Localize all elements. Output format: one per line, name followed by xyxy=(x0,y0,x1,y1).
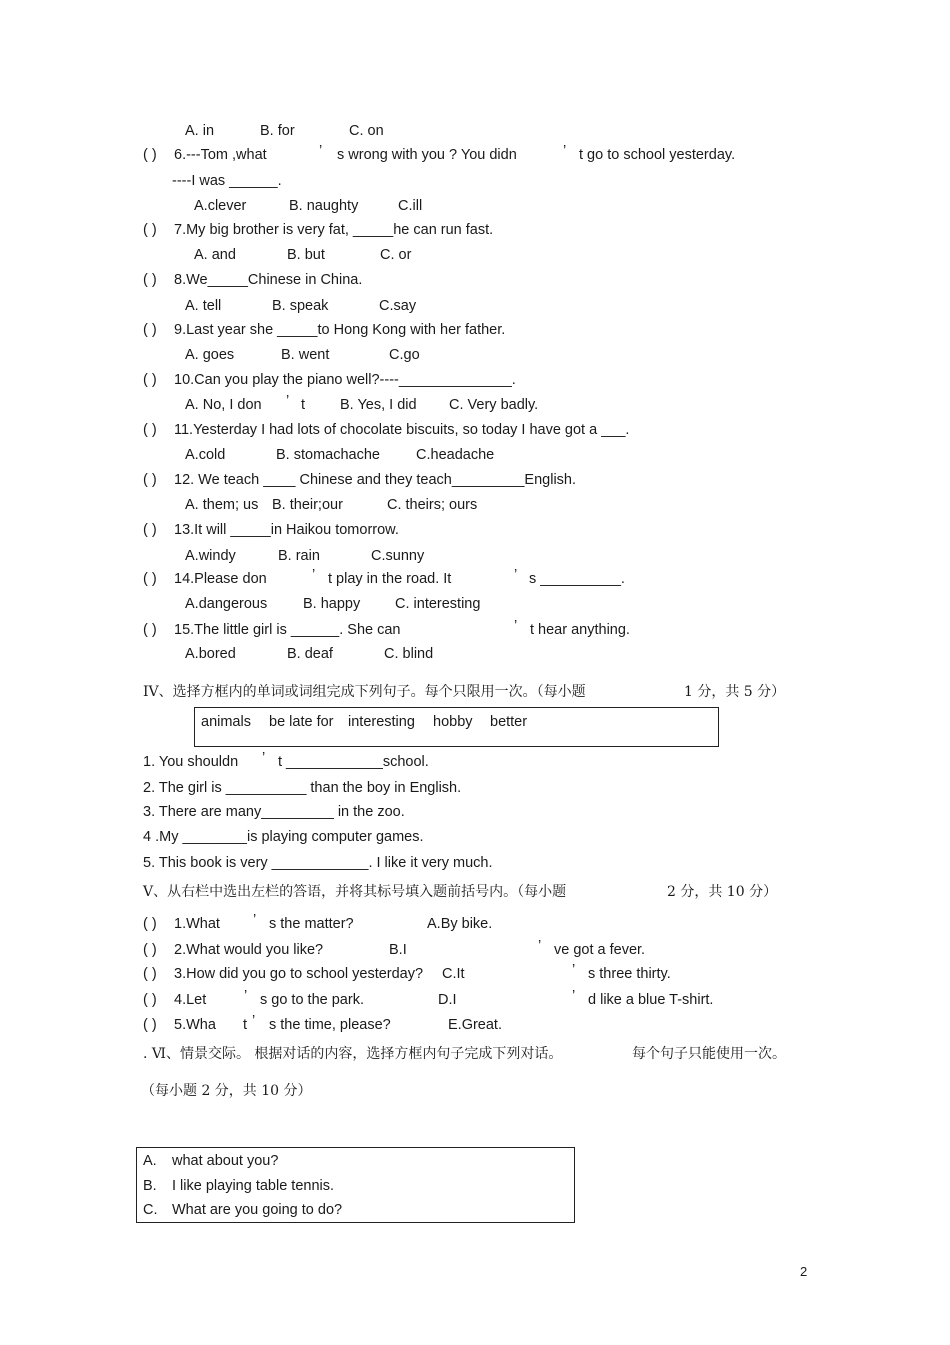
dialogue-option-text: I like playing table tennis. xyxy=(172,1178,335,1194)
dialogue-option-text: what about you? xyxy=(172,1153,279,1169)
match-right: C.It xyxy=(442,966,465,982)
q7-text: 7.My big brother is very fat, _____he can run fast. xyxy=(174,222,494,238)
dialogue-option-text: What are you going to do? xyxy=(172,1202,343,1218)
match-apos: ’ xyxy=(244,988,248,1004)
q9-option-c: C.go xyxy=(389,347,420,363)
q14-text-2: t play in the road. It xyxy=(328,571,452,587)
q11-option-c: C.headache xyxy=(416,447,495,463)
match-right: E.Great. xyxy=(448,1017,502,1033)
match-left: 5.Wha xyxy=(174,1017,216,1033)
q14-text-3: s __________. xyxy=(529,571,625,587)
section-4-sentence-1-apos: ’ xyxy=(262,750,266,766)
q13-paren: ( ) xyxy=(143,522,157,538)
q7-option-a: A. and xyxy=(194,247,236,263)
q9-text: 9.Last year she _____to Hong Kong with her father. xyxy=(174,322,506,338)
q10-option-a-end: t xyxy=(301,397,306,413)
match-left: 1.What xyxy=(174,916,220,932)
match-apos: ’ xyxy=(538,938,542,954)
q7-paren: ( ) xyxy=(143,222,157,238)
match-left: 2.What would you like? xyxy=(174,942,324,958)
dialogue-option-letter: B. xyxy=(143,1178,157,1194)
q5-option-a: A. in xyxy=(185,123,215,139)
q11-option-a: A.cold xyxy=(185,447,226,463)
q7-option-b: B. but xyxy=(287,247,325,263)
q6-option-a: A.clever xyxy=(194,198,247,214)
dialogue-option-letter: A. xyxy=(143,1153,157,1169)
section-5-heading: Ⅴ、从右栏中选出左栏的答语，并将其标号填入题前括号内。（每小题 xyxy=(143,884,567,900)
match-paren: ( ) xyxy=(143,1017,157,1033)
q6-text-1: 6.---Tom ,what xyxy=(174,147,267,163)
q15-option-c: C. blind xyxy=(384,646,434,662)
section-4-heading: IV、选择方框内的单词或词组完成下列句子。每个只限用一次。（每小题 xyxy=(143,684,586,700)
match-right: D.I xyxy=(438,992,457,1008)
match-left: 3.How did you go to school yesterday? xyxy=(174,966,424,982)
q7-option-c: C. or xyxy=(380,247,412,263)
q6-apos-2: ’ xyxy=(563,143,567,159)
match-apos: ’ xyxy=(252,1013,256,1029)
q15-option-b: B. deaf xyxy=(287,646,333,662)
page-number: 2 xyxy=(800,1264,808,1279)
q15-text-1: 15.The little girl is ______. She can xyxy=(174,622,401,638)
q6-text-3: t go to school yesterday. xyxy=(579,147,736,163)
q12-option-b: B. their;our xyxy=(272,497,343,513)
q13-option-b: B. rain xyxy=(278,548,320,564)
section-4-sentence-1: 1. You shouldn xyxy=(143,754,239,770)
word-bank-item: hobby xyxy=(433,714,473,730)
section-6-heading-right: 每个句子只能使用一次。 xyxy=(632,1046,786,1062)
q6-option-c: C.ill xyxy=(398,198,423,214)
word-bank-item: interesting xyxy=(348,714,415,730)
q11-option-b: B. stomachache xyxy=(276,447,380,463)
section-4-sentence-2: 2. The girl is __________ than the boy in English. xyxy=(143,780,462,796)
section-6-score: （每小题 2 分，共 10 分） xyxy=(141,1083,312,1099)
q10-paren: ( ) xyxy=(143,372,157,388)
section-4-sentence-5: 5. This book is very ____________. I like it very much. xyxy=(143,855,493,871)
q15-option-a: A.bored xyxy=(185,646,236,662)
section-5-score: 2 分，共 10 分） xyxy=(667,884,778,900)
match-right: A.By bike. xyxy=(427,916,493,932)
q12-option-a: A. them; us xyxy=(185,497,259,513)
q12-text: 12. We teach ____ Chinese and they teach_________English. xyxy=(174,472,577,488)
q14-option-b: B. happy xyxy=(303,596,361,612)
q10-option-a-apos: ’ xyxy=(286,393,290,409)
q9-option-b: B. went xyxy=(281,347,330,363)
q13-option-c: C.sunny xyxy=(371,548,425,564)
q6-line-2: ----I was ______. xyxy=(172,173,282,189)
q14-text-1: 14.Please don xyxy=(174,571,267,587)
q14-apos-1: ’ xyxy=(312,567,316,583)
match-apos: ’ xyxy=(572,988,576,1004)
q8-option-a: A. tell xyxy=(185,298,222,314)
match-left-mid: t xyxy=(243,1017,248,1033)
match-paren: ( ) xyxy=(143,966,157,982)
q11-paren: ( ) xyxy=(143,422,157,438)
section-4-sentence-4: 4 .My ________is playing computer games. xyxy=(143,829,424,845)
q8-text: 8.We_____Chinese in China. xyxy=(174,272,363,288)
word-bank-item: be late for xyxy=(269,714,334,730)
section-4-score: 1 分，共 5 分） xyxy=(684,684,786,700)
q12-paren: ( ) xyxy=(143,472,157,488)
q10-text: 10.Can you play the piano well?----______________. xyxy=(174,372,516,388)
match-left-end: s go to the park. xyxy=(260,992,364,1008)
match-right-end: d like a blue T-shirt. xyxy=(588,992,714,1008)
q15-apos: ’ xyxy=(514,618,518,634)
match-left: 4.Let xyxy=(174,992,207,1008)
match-paren: ( ) xyxy=(143,942,157,958)
dialogue-option-letter: C. xyxy=(143,1202,158,1218)
q14-option-a: A.dangerous xyxy=(185,596,268,612)
q13-option-a: A.windy xyxy=(185,548,236,564)
q14-option-c: C. interesting xyxy=(395,596,481,612)
q8-option-c: C.say xyxy=(379,298,417,314)
q14-apos-2: ’ xyxy=(514,567,518,583)
section-6-heading: . Ⅵ、情景交际。 根据对话的内容，选择方框内句子完成下列对话。 xyxy=(143,1046,563,1062)
q10-option-b: B. Yes, I did xyxy=(340,397,417,413)
word-bank-item: animals xyxy=(201,714,251,730)
q6-apos-1: ’ xyxy=(319,143,323,159)
match-paren: ( ) xyxy=(143,916,157,932)
q6-option-b: B. naughty xyxy=(289,198,359,214)
q12-option-c: C. theirs; ours xyxy=(387,497,478,513)
q10-option-a: A. No, I don xyxy=(185,397,262,413)
section-4-sentence-3: 3. There are many_________ in the zoo. xyxy=(143,804,405,820)
match-paren: ( ) xyxy=(143,992,157,1008)
match-right-end: ve got a fever. xyxy=(554,942,646,958)
match-apos: ’ xyxy=(253,912,257,928)
match-apos: ’ xyxy=(572,962,576,978)
q11-text: 11.Yesterday I had lots of chocolate biscuits, so today I have got a ___. xyxy=(174,422,630,438)
q9-paren: ( ) xyxy=(143,322,157,338)
match-right-end: s three thirty. xyxy=(588,966,671,982)
q14-paren: ( ) xyxy=(143,571,157,587)
q15-text-2: t hear anything. xyxy=(530,622,630,638)
q8-option-b: B. speak xyxy=(272,298,329,314)
q8-paren: ( ) xyxy=(143,272,157,288)
q6-paren: ( ) xyxy=(143,147,157,163)
word-bank-item: better xyxy=(490,714,528,730)
section-4-sentence-1-end: t ____________school. xyxy=(278,754,429,770)
q13-text: 13.It will _____in Haikou tomorrow. xyxy=(174,522,399,538)
match-left-end: s the matter? xyxy=(269,916,354,932)
q5-option-b: B. for xyxy=(260,123,295,139)
q5-option-c: C. on xyxy=(349,123,384,139)
match-right: B.I xyxy=(389,942,407,958)
q6-text-2: s wrong with you ? You didn xyxy=(337,147,517,163)
match-left-end: s the time, please? xyxy=(269,1017,391,1033)
q15-paren: ( ) xyxy=(143,622,157,638)
q10-option-c: C. Very badly. xyxy=(449,397,539,413)
q9-option-a: A. goes xyxy=(185,347,235,363)
